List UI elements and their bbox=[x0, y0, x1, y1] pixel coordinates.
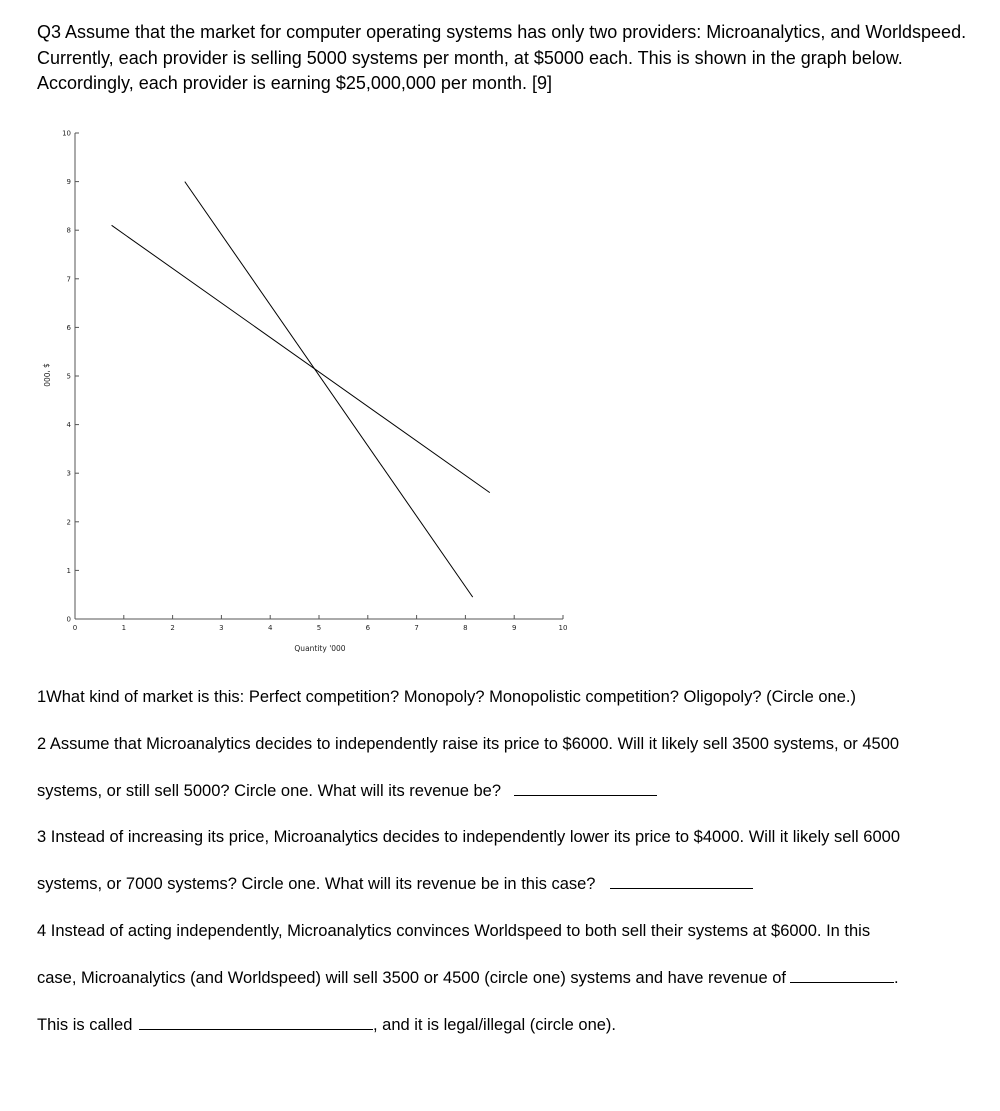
q2-revenue-answer-blank[interactable] bbox=[514, 781, 657, 796]
steeper-demand-line bbox=[185, 182, 473, 598]
y-tick-label: 8 bbox=[66, 226, 71, 235]
y-tick-label: 2 bbox=[66, 518, 71, 527]
y-tick-label: 4 bbox=[66, 421, 71, 430]
x-tick-label: 8 bbox=[463, 624, 468, 632]
q3-revenue-answer-blank[interactable] bbox=[610, 874, 753, 889]
x-axis-ticks bbox=[73, 615, 568, 632]
y-axis-ticks bbox=[62, 130, 79, 624]
question-4-text: case, Microanalytics (and Worldspeed) will sell 3500 or 4500 (circle one) systems and have revenue of bbox=[37, 969, 786, 987]
question-4-line-1: 4 Instead of acting independently, Microanalytics convinces Worldspeed to both sell their systems at $6000. In this bbox=[37, 922, 871, 940]
x-tick-label: 3 bbox=[219, 624, 224, 632]
q4-period: . bbox=[893, 969, 899, 987]
question-2-line-2 bbox=[37, 781, 657, 801]
question-3-text: systems, or 7000 systems? Circle one. What will its revenue be in this case? bbox=[37, 875, 596, 893]
x-tick-label: 0 bbox=[72, 624, 78, 632]
x-tick-label: 10 bbox=[558, 624, 568, 632]
y-tick-label: 6 bbox=[66, 323, 71, 332]
x-tick-label: 1 bbox=[121, 624, 127, 632]
q4-called-label: This is called bbox=[37, 1016, 133, 1034]
x-tick-label: 4 bbox=[267, 624, 273, 632]
y-tick-label: 9 bbox=[66, 178, 71, 187]
question-4-line-2 bbox=[37, 968, 899, 988]
question-3-line-2 bbox=[37, 874, 753, 894]
y-tick-label: 0 bbox=[66, 615, 71, 624]
question-2-text: systems, or still sell 5000? Circle one. What will its revenue be? bbox=[37, 782, 502, 800]
flatter-demand-line bbox=[112, 225, 490, 492]
q4-revenue-answer-blank[interactable] bbox=[790, 968, 894, 983]
q4-term-answer-blank[interactable] bbox=[139, 1015, 373, 1030]
y-tick-label: 10 bbox=[62, 129, 71, 138]
question-3-line-1: 3 Instead of increasing its price, Microanalytics decides to independently lower its price to $4000. Will it likely sell 6000 bbox=[37, 828, 901, 846]
x-tick-label: 5 bbox=[316, 624, 322, 632]
x-axis-label: Quantity '000 bbox=[294, 644, 346, 653]
y-tick-label: 1 bbox=[66, 566, 71, 575]
q4-legal-text: , and it is legal/illegal (circle one). bbox=[372, 1016, 616, 1034]
question-1: 1What kind of market is this: Perfect competition? Monopoly? Monopolistic competition? Oligopoly? (Circle one.) bbox=[37, 688, 856, 706]
chart-series bbox=[112, 182, 490, 598]
demand-chart bbox=[0, 115, 600, 665]
y-tick-label: 5 bbox=[66, 372, 71, 381]
x-tick-label: 9 bbox=[511, 624, 517, 632]
question-2-line-1: 2 Assume that Microanalytics decides to independently raise its price to $6000. Will it likely sell 3500 systems, or 4500 bbox=[37, 735, 900, 753]
x-tick-label: 7 bbox=[414, 624, 419, 632]
y-tick-label: 3 bbox=[66, 469, 71, 478]
y-tick-label: 7 bbox=[66, 275, 71, 284]
question-header: Q3 Assume that the market for computer operating systems has only two providers: Microanalytics, and Worldspeed. Currently, each provider is selling 5000 systems per month, at $5000 each. This is shown in the graph below. Accordingly, each provider is earning $25,000,000 per month. [9] bbox=[37, 22, 967, 93]
x-tick-label: 2 bbox=[170, 624, 175, 632]
y-axis-label: $ '000 bbox=[42, 363, 51, 387]
question-4-line-3 bbox=[37, 1015, 616, 1035]
x-tick-label: 6 bbox=[365, 624, 371, 632]
